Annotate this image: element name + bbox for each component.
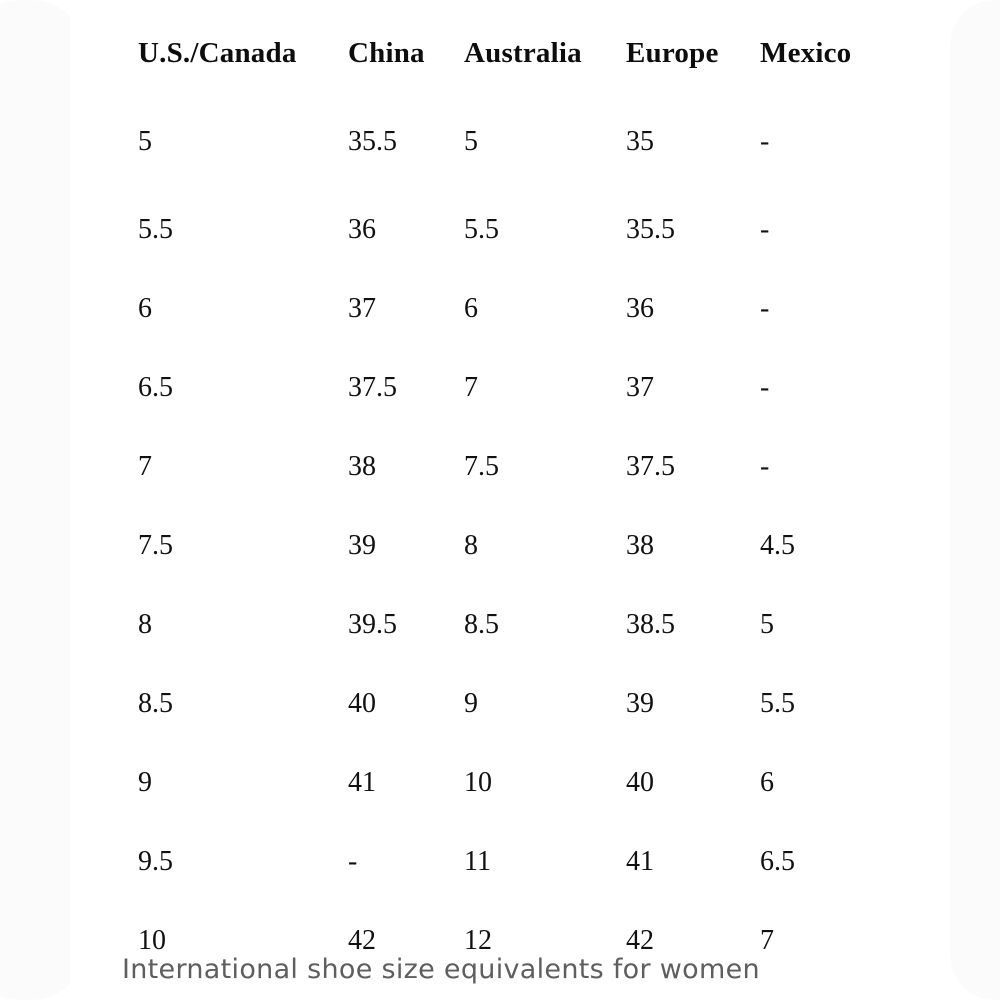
size-cell-europe: 41: [626, 845, 654, 877]
size-cell-china: 37.5: [348, 371, 397, 403]
size-cell-australia: 7: [464, 371, 478, 403]
size-cell-us-canada: 8: [138, 608, 152, 640]
size-cell-europe: 40: [626, 766, 654, 798]
size-cell-us-canada: 6.5: [138, 371, 173, 403]
table-header-row: [138, 22, 880, 84]
table-row: [138, 269, 880, 348]
table-row: [138, 822, 880, 901]
column-header-mexico: Mexico: [760, 36, 852, 69]
size-cell-china: 41: [348, 766, 376, 798]
size-cell-australia: 6: [464, 292, 478, 324]
table-row: [138, 664, 880, 743]
size-cell-us-canada: 10: [138, 924, 166, 956]
size-cell-australia: 8: [464, 529, 478, 561]
size-cell-us-canada: 9.5: [138, 845, 173, 877]
background-shape-right: [950, 0, 1000, 1000]
size-cell-mexico: 5: [760, 608, 774, 640]
size-cell-europe: 35.5: [626, 213, 675, 245]
shoe-size-table: [138, 22, 880, 980]
size-cell-mexico: 6.5: [760, 845, 795, 877]
size-cell-australia: 11: [464, 845, 491, 877]
table-row: [138, 84, 880, 190]
table-caption: International shoe size equivalents for women: [122, 954, 760, 985]
size-cell-us-canada: 8.5: [138, 687, 173, 719]
size-cell-australia: 5: [464, 126, 478, 157]
table-row: [138, 743, 880, 822]
size-cell-us-canada: 7: [138, 450, 152, 482]
size-cell-china: 35.5: [348, 126, 397, 157]
size-cell-us-canada: 6: [138, 292, 152, 324]
size-cell-mexico: -: [760, 292, 770, 324]
size-cell-mexico: 7: [760, 924, 774, 956]
size-cell-europe: 36: [626, 292, 654, 324]
size-cell-europe: 42: [626, 924, 654, 956]
size-cell-us-canada: 7.5: [138, 529, 173, 561]
size-cell-china: 42: [348, 924, 376, 956]
table-body: [138, 84, 880, 980]
column-header-europe: Europe: [626, 36, 719, 69]
size-cell-europe: 37.5: [626, 450, 675, 482]
size-cell-europe: 38: [626, 529, 654, 561]
size-cell-china: -: [348, 845, 358, 877]
size-cell-europe: 38.5: [626, 608, 675, 640]
size-cell-australia: 7.5: [464, 450, 499, 482]
table-row: [138, 427, 880, 506]
size-cell-us-canada: 9: [138, 766, 152, 798]
size-cell-australia: 10: [464, 766, 492, 798]
size-cell-mexico: -: [760, 371, 770, 403]
size-cell-mexico: 4.5: [760, 529, 795, 561]
size-cell-australia: 12: [464, 924, 492, 956]
size-cell-mexico: -: [760, 213, 770, 245]
size-cell-china: 39: [348, 529, 376, 561]
size-cell-europe: 35: [626, 126, 654, 157]
size-cell-europe: 39: [626, 687, 654, 719]
size-cell-us-canada: 5: [138, 126, 152, 157]
size-cell-mexico: 5.5: [760, 687, 795, 719]
size-cell-china: 38: [348, 450, 376, 482]
column-header-us-canada: U.S./Canada: [138, 36, 297, 69]
size-cell-china: 40: [348, 687, 376, 719]
size-cell-mexico: -: [760, 450, 770, 482]
column-header-australia: Australia: [464, 36, 582, 69]
size-cell-us-canada: 5.5: [138, 213, 173, 245]
size-cell-australia: 5.5: [464, 213, 499, 245]
size-cell-australia: 9: [464, 687, 478, 719]
size-cell-europe: 37: [626, 371, 654, 403]
table-row: [138, 585, 880, 664]
column-header-china: China: [348, 36, 425, 69]
size-cell-china: 36: [348, 213, 376, 245]
size-cell-australia: 8.5: [464, 608, 499, 640]
table-row: [138, 348, 880, 427]
size-cell-mexico: 6: [760, 766, 774, 798]
table-row: [138, 190, 880, 269]
size-cell-china: 37: [348, 292, 376, 324]
size-cell-china: 39.5: [348, 608, 397, 640]
size-cell-mexico: -: [760, 126, 770, 157]
table-row: [138, 506, 880, 585]
